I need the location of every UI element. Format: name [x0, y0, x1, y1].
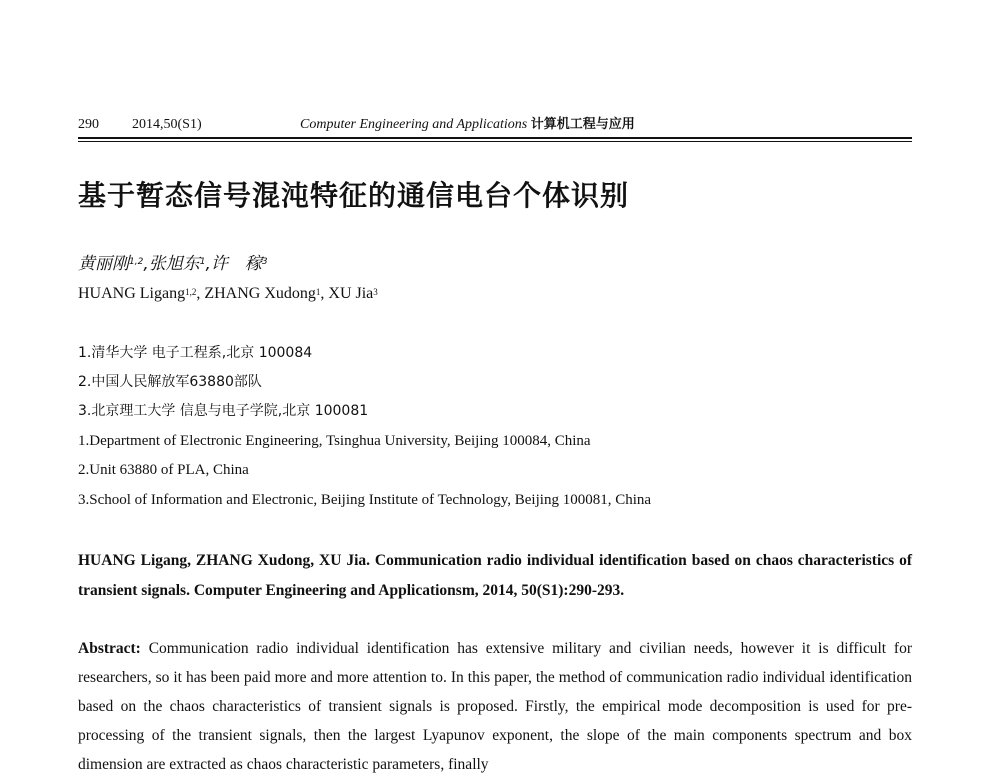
- author-name: HUANG Ligang: [78, 285, 186, 302]
- issue-info: 2014,50(S1): [132, 117, 202, 132]
- affiliation-cn-2: 2.中国人民解放军63880部队: [78, 374, 262, 390]
- affiliation-en-1: 1.Department of Electronic Engineering, Tsinghua University, Beijing 100084, China: [78, 433, 591, 449]
- author-affiliation-mark: 1,2: [185, 287, 197, 297]
- header-rule-thin: [78, 141, 912, 142]
- journal-name-en: Computer Engineering and Applications: [300, 117, 528, 132]
- author-affiliation-mark: 1: [199, 257, 206, 267]
- affiliation-cn-3: 3.北京理工大学 信息与电子学院,北京 100081: [78, 403, 369, 419]
- author-name: 张旭东: [148, 254, 200, 274]
- running-header: [78, 114, 912, 136]
- header-rule-thick: [78, 137, 912, 139]
- author-affiliation-mark: 1: [315, 287, 321, 297]
- abstract: [78, 634, 912, 779]
- authors-chinese: [78, 252, 268, 276]
- author-affiliation-mark: 3: [261, 257, 268, 267]
- citation: HUANG Ligang, ZHANG Xudong, XU Jia. Communication radio individual identification based on chaos characteristics of transient signals. Computer Engineering and Applicationsm, 2014, 50(S1):290-293.: [78, 552, 912, 599]
- author-name: XU Jia: [328, 285, 374, 302]
- author-name: 许 稼: [210, 254, 262, 274]
- author-separator: ,: [143, 254, 149, 274]
- affiliation-en-3: 3.School of Information and Electronic, Beijing Institute of Technology, Beijing 100081, China: [78, 492, 652, 508]
- journal-name-cn: 计算机工程与应用: [530, 117, 635, 132]
- journal-name: [300, 114, 635, 136]
- author-affiliation-mark: 3: [373, 287, 378, 297]
- affiliation-cn-1: 1.清华大学 电子工程系,北京 100084: [78, 345, 313, 361]
- page-number: 290: [78, 117, 99, 132]
- affiliation-en-2: 2.Unit 63880 of PLA, China: [78, 462, 249, 478]
- author-separator: ,: [196, 285, 205, 302]
- abstract-label: Abstract:: [78, 640, 141, 657]
- author-separator: ,: [205, 254, 211, 274]
- author-name: ZHANG Xudong: [204, 285, 316, 302]
- author-affiliation-mark: 1,2: [129, 257, 144, 267]
- author-separator: ,: [320, 285, 329, 302]
- paper-title: 基于暂态信号混沌特征的通信电台个体识别: [78, 179, 630, 212]
- author-name: 黄丽刚: [78, 254, 129, 274]
- abstract-text: Communication radio individual identification has extensive military and civilian needs, however it is difficult for researchers, so it has been paid more and more attention to. In this paper, the method of communication radio individual identification based on the chaos characteristics of transient signals is proposed. Firstly, the empirical mode decomposition is used for pre-processing of the transient signals, then the largest Lyapunov exponent, the slope of the main components spectrum and box dimension are extracted as chaos characteristic parameters, finally: [78, 640, 912, 773]
- authors-english: [78, 282, 378, 306]
